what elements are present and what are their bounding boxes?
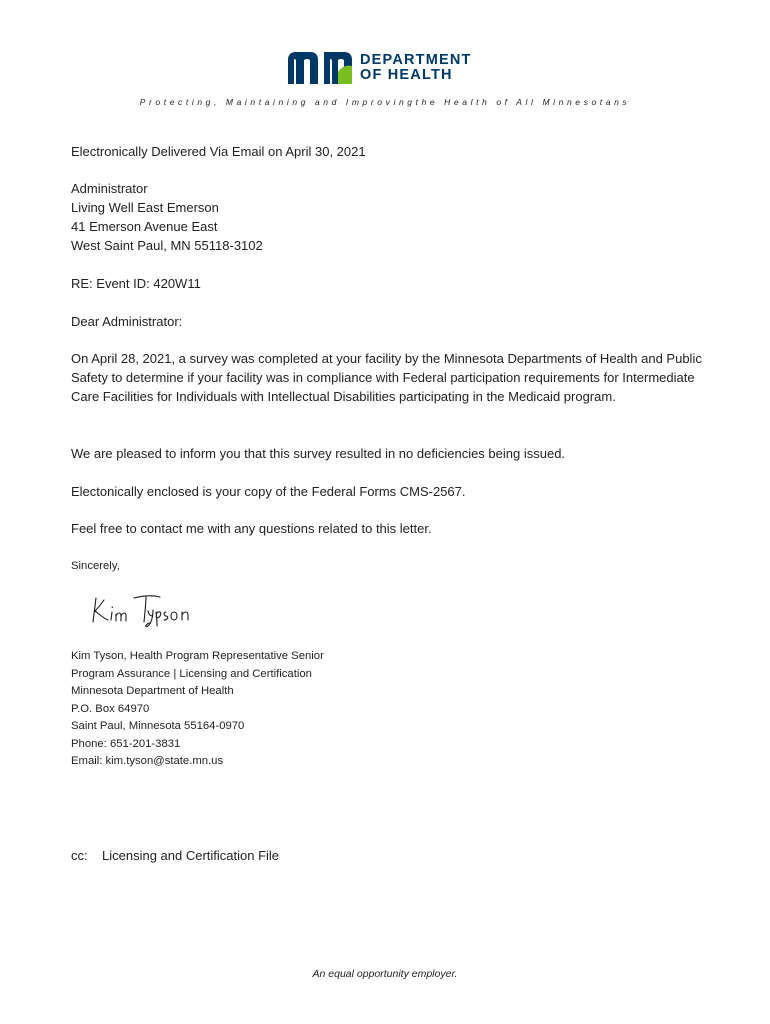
signer-email: Email: kim.tyson@state.mn.us [71,755,224,767]
mn-logo-icon [288,52,354,84]
signer-line: Saint Paul, Minnesota 55164-0970 [71,720,245,732]
signature-image [90,592,200,633]
body-paragraph: Electonically enclosed is your copy of the Federal Forms CMS-2567. [71,484,466,499]
cc-value: Licensing and Certification File [102,848,280,863]
salutation: Dear Administrator: [71,314,183,329]
re-line: RE: Event ID: 420W11 [71,276,201,291]
address-line: West Saint Paul, MN 55118-3102 [71,238,263,253]
signer-line: Kim Tyson, Health Program Representative Senior [71,650,324,662]
body-paragraph: On April 28, 2021, a survey was completed at your facility by the Minnesota Departments of Health and Public Safety to determine if your facility was in compliance with Federal participation requirements for Intermediate Care Facilities for Individuals with Intellectual Disabilities participating in the Medicaid program. [71,351,702,404]
address-line: 41 Emerson Avenue East [71,219,218,234]
footer-text: An equal opportunity employer. [312,968,458,980]
closing: Sincerely, [71,560,120,572]
address-line: Administrator [71,181,148,196]
address-line: Living Well East Emerson [71,200,219,215]
mdh-logo [288,52,472,84]
signer-line: Phone: 651-201-3831 [71,738,181,750]
cc-label: cc: [71,848,88,863]
logo-line1: DEPARTMENT [360,52,472,68]
logo-line2: OF HEALTH [360,67,453,83]
signer-line: Minnesota Department of Health [71,685,234,697]
signer-line: Program Assurance | Licensing and Certification [71,668,312,680]
signer-line: P.O. Box 64970 [71,703,150,715]
body-paragraph: Feel free to contact me with any questions related to this letter. [71,521,432,536]
tagline: Protecting, Maintaining and Improvingthe Health of All Minnesotans [139,97,631,107]
delivery-line: Electronically Delivered Via Email on April 30, 2021 [71,144,366,159]
body-paragraph: We are pleased to inform you that this survey resulted in no deficiencies being issued. [71,446,566,461]
logo-wordmark [360,53,472,83]
